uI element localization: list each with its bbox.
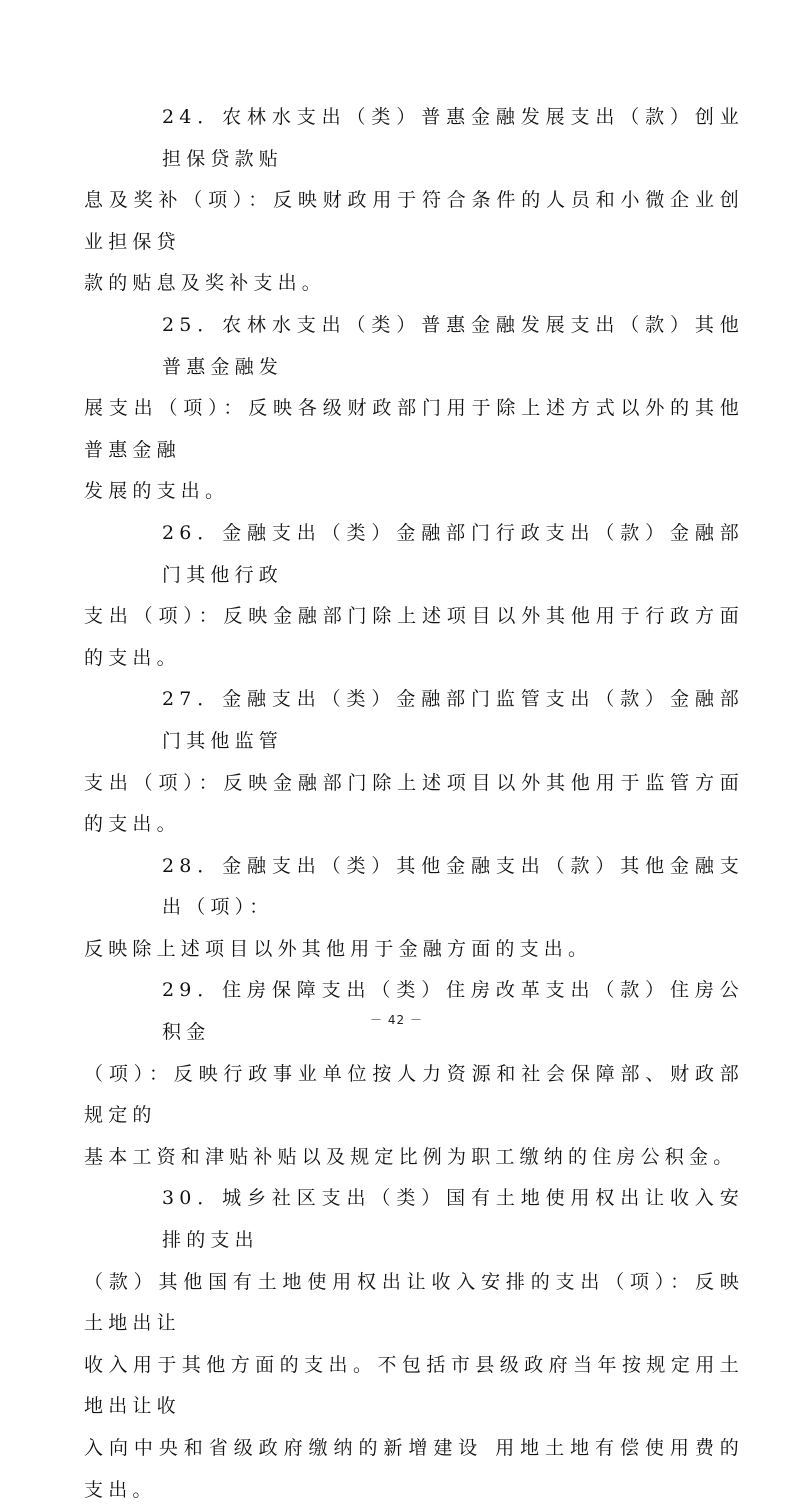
document-body — [84, 97, 744, 1511]
paragraph-line: 基本工资和津贴补贴以及规定比例为职工缴纳的住房公积金。 — [84, 1145, 738, 1168]
paragraph-line: （款）其他国有土地使用权出让收入安排的支出（项）：反映土地出让 — [84, 1270, 744, 1335]
paragraph-26 — [84, 513, 744, 679]
paragraph-24 — [84, 97, 744, 305]
paragraph-line: 息及奖补（项）：反映财政用于符合条件的人员和小微企业创业担保贷 — [84, 189, 744, 253]
paragraph-line: 29．住房保障支出（类）住房改革支出（款）住房公积金 — [162, 979, 744, 1044]
paragraph-line: 27．金融支出（类）金融部门监管支出（款）金融部门其他监管 — [162, 688, 744, 752]
paragraph-30 — [84, 1178, 744, 1511]
paragraph-line: 款的贴息及奖补支出。 — [84, 272, 327, 295]
paragraph-27 — [84, 679, 744, 845]
paragraph-line: 支出（项）：反映金融部门除上述项目以外其他用于监管方面的支出。 — [84, 771, 744, 836]
page-number: － 42 － — [370, 1013, 423, 1027]
paragraph-line: 25．农林水支出（类）普惠金融发展支出（款）其他普惠金融发 — [162, 313, 744, 378]
paragraph-line: 收入用于其他方面的支出。不包括市县级政府当年按规定用土地出让收 — [84, 1353, 744, 1418]
paragraph-line: （项）：反映行政事业单位按人力资源和社会保障部、财政部规定的 — [84, 1062, 744, 1127]
paragraph-25 — [84, 305, 744, 513]
paragraph-line: 26．金融支出（类）金融部门行政支出（款）金融部门其他行政 — [162, 521, 744, 586]
paragraph-line: 展支出（项）：反映各级财政部门用于除上述方式以外的其他普惠金融 — [84, 397, 744, 461]
paragraph-29 — [84, 970, 744, 1178]
paragraph-line: 入向中央和省级政府缴纳的新增建设 用地土地有偿使用费的支出。 — [84, 1437, 744, 1501]
paragraph-line: 支出（项）：反映金融部门除上述项目以外其他用于行政方面的支出。 — [84, 605, 744, 669]
paragraph-line: 反映除上述项目以外其他用于金融方面的支出。 — [84, 937, 593, 960]
paragraph-line: 发展的支出。 — [84, 480, 230, 503]
paragraph-line: 30．城乡社区支出（类）国有土地使用权出让收入安排的支出 — [162, 1187, 744, 1252]
paragraph-line: 24．农林水支出（类）普惠金融发展支出（款）创业担保贷款贴 — [162, 106, 744, 170]
paragraph-28 — [84, 846, 744, 971]
paragraph-line: 28．金融支出（类）其他金融支出（款）其他金融支出（项）： — [162, 854, 744, 919]
